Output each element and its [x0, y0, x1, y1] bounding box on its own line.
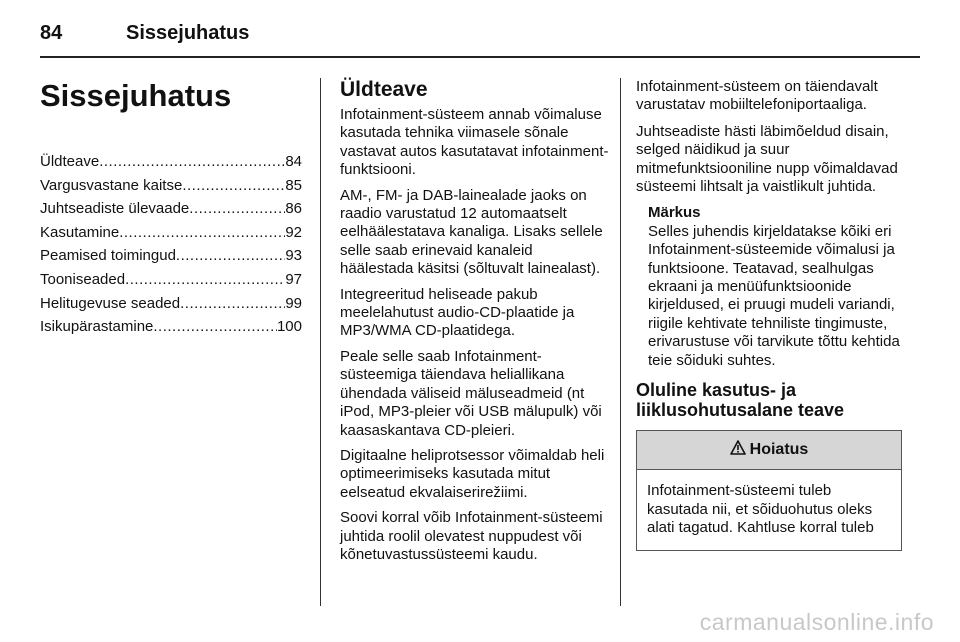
paragraph: Juhtseadiste hästi läbimõeldud disain, selged näidikud ja suur mitmefunktsiooniline nupp võimaldavad süsteemi lihtsalt ja vaistlikult juhtida.	[636, 122, 898, 196]
toc-entry-label: Peamised toimingud	[40, 247, 176, 265]
watermark: carmanualsonline.info	[699, 609, 934, 635]
paragraph: Digitaalne heliprotsessor võimaldab heli optimeerimiseks kasutada mitut eelseatud ekvalaiserirežiimi.	[340, 446, 605, 501]
toc-entry-label: Tooniseaded	[40, 270, 126, 288]
toc-entry-page: 92	[285, 223, 302, 241]
chapter-title: Sissejuhatus	[40, 78, 232, 113]
middle-column	[340, 78, 610, 571]
page-number: 84	[40, 22, 63, 44]
warning-header	[637, 431, 901, 470]
toc-entry-label: Juhtseadiste ülevaade	[40, 200, 190, 218]
warning-box	[636, 430, 902, 551]
warning-text: Infotainment-süsteemi tuleb kasutada nii, et sõiduohutus oleks alati tagatud. Kahtluse korral tuleb	[647, 482, 874, 537]
left-column	[40, 78, 302, 339]
table-of-contents	[40, 150, 302, 339]
toc-entry[interactable]	[40, 221, 302, 245]
warning-triangle-icon	[730, 440, 746, 460]
header-title: Sissejuhatus	[126, 22, 250, 44]
column-divider-2	[620, 78, 621, 606]
paragraph: AM-, FM- ja DAB-lainealade jaoks on raadio varustatud 12 automaatselt eelhäälestatava kanaliga. Lisaks sellele selle saab erinevaid kanaleid häälestada käsitsi (sõltuvalt lainealast).	[340, 186, 603, 278]
column-divider-1	[320, 78, 321, 606]
right-column	[636, 78, 904, 551]
section-heading: Üldteave	[340, 78, 428, 101]
toc-entry-label: Kasutamine	[40, 223, 120, 241]
paragraph: Integreeritud heliseade pakub meelelahutust audio-CD-plaatide ja MP3/WMA CD-plaatidega.	[340, 285, 575, 340]
toc-entry-label: Üldteave	[40, 153, 100, 170]
safety-heading: Oluline kasutus- ja liiklusohutusalane teave	[636, 380, 845, 421]
toc-entry[interactable]	[40, 268, 302, 292]
paragraph: Peale selle saab Infotainment-süsteemiga täiendava heliallikana ühendada väliseid mäluseadmeid (nt iPod, MP3-pleier või USB mälupulk) või kaasaskantava CD-pleieri.	[340, 347, 602, 439]
paragraph: Soovi korral võib Infotainment-süsteemi juhtida roolil olevatest nuppudest või kõnetuvastussüsteemi kaudu.	[340, 509, 603, 563]
paragraph: Infotainment-süsteem annab võimaluse kasutada tehnika viimasele sõnale vastavat autos kasutatavat infotainment-funktsiooni.	[340, 106, 609, 179]
note-box	[636, 204, 904, 370]
toc-entry-label: Isikupärastamine	[40, 318, 154, 336]
toc-entry-page: 99	[285, 294, 302, 312]
note-title: Märkus	[648, 204, 701, 222]
note-text: Selles juhendis kirjeldatakse kõiki eri Infotainment-süsteemide võimalusi ja funktsioone. Teatavad, sealhulgas ekraani ja menüüfunktsioonide kirjeldused, ei pruugi mudeli variandi, riigile kehtivate tehniliste tingimuste, erivarustuse või tarvikute tõttu kehtida teie sõiduki suhtes.	[648, 222, 900, 369]
toc-entry[interactable]	[40, 197, 302, 221]
toc-entry-page: 100	[276, 318, 302, 336]
toc-entry-label: Vargusvastane kaitse	[40, 176, 183, 194]
toc-entry-page: 84	[285, 153, 302, 170]
toc-entry[interactable]	[40, 174, 302, 198]
toc-entry[interactable]	[40, 150, 302, 174]
warning-title: Hoiatus	[749, 441, 809, 459]
toc-entry-page: 93	[285, 247, 302, 265]
toc-entry-page: 86	[285, 200, 302, 218]
toc-entry-page: 85	[285, 176, 302, 194]
toc-entry[interactable]	[40, 315, 302, 339]
toc-entry-page: 97	[285, 270, 302, 288]
paragraph: Infotainment-süsteem on täiendavalt varustatav mobiiltelefoniportaaliga.	[636, 78, 878, 114]
toc-entry-label: Helitugevuse seaded	[40, 294, 181, 312]
toc-entry[interactable]	[40, 292, 302, 316]
page-header	[40, 18, 920, 58]
toc-entry[interactable]	[40, 244, 302, 268]
